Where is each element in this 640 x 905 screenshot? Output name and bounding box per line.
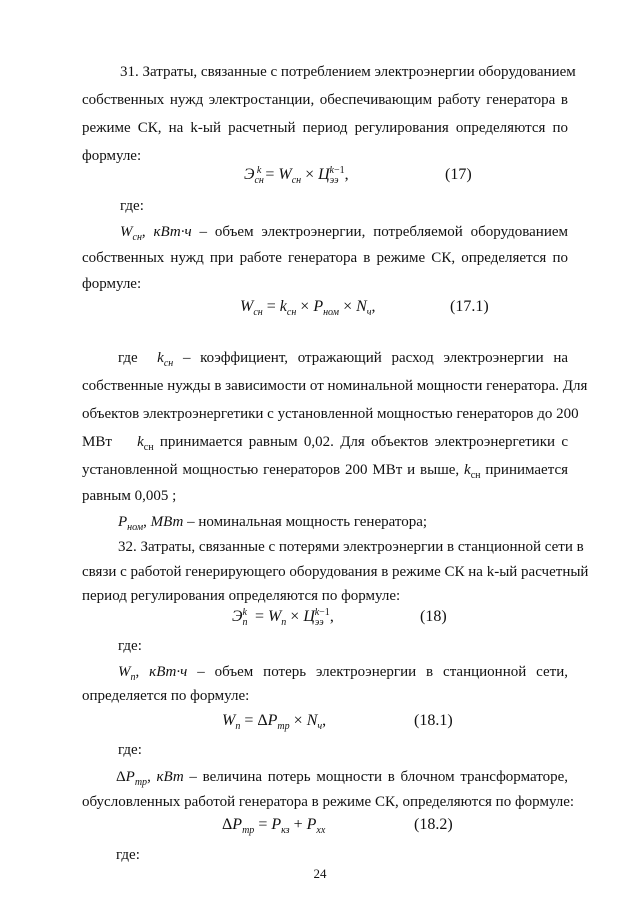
wsn-definition-line-1: $W_{сн}$, кВт·ч – объем электроэнергии, потребляемой оборудованием bbox=[120, 224, 568, 243]
paragraph-32-line-3: период регулирования определяются по формуле: bbox=[82, 588, 401, 604]
formula-17-1: $W_{сн} = k_{сн} \times P_{ном} \times N_ч$, bbox=[240, 298, 376, 319]
paragraph-31-line-2: собственных нужд электростанции, обеспечивающим работу генератора в bbox=[82, 92, 568, 108]
paragraph-31-line-4: формуле: bbox=[82, 148, 142, 164]
ksn-definition-line-1: где $k_{сн}$ – коэффициент, отражающий расход электроэнергии на bbox=[118, 350, 568, 369]
paragraph-31-line-1: 31. Затраты, связанные с потреблением электроэнергии оборудованием bbox=[120, 64, 576, 80]
pnom-definition: $P_{ном}$, МВт – номинальная мощность генератора; bbox=[118, 514, 428, 533]
where-label-2: где: bbox=[118, 638, 142, 654]
formula-18-2: $\Delta P_{тр} = P_{кз} + P_{хх}$ bbox=[222, 816, 326, 837]
dptr-definition-line-2: обусловленных работой генератора в режиме СК, определяются по формуле: bbox=[82, 794, 575, 810]
equation-number-18-1: (18.1) bbox=[414, 712, 453, 729]
equation-number-17-1: (17.1) bbox=[450, 298, 489, 315]
equation-number-18-2: (18.2) bbox=[414, 816, 453, 833]
wsn-definition-line-3: формуле: bbox=[82, 276, 142, 292]
where-label-3: где: bbox=[118, 742, 142, 758]
formula-18: $Э_п^k = W_п \times Ц_{ээ}^{k-1}$, bbox=[232, 606, 334, 629]
where-label-1: где: bbox=[120, 198, 144, 214]
ksn-definition-line-5: установленной мощностью генераторов 200 МВт и выше, $k_{сн}$ принимается bbox=[82, 462, 569, 481]
paragraph-32-line-1: 32. Затраты, связанные с потерями электроэнергии в станционной сети в bbox=[118, 539, 584, 555]
where-label-4: где: bbox=[116, 847, 140, 863]
wp-definition-line-1: $W_п$, кВт·ч – объем потерь электроэнергии в станционной сети, bbox=[118, 664, 568, 683]
paragraph-32-line-2: связи с работой генерирующего оборудования в режиме СК на k-ый расчетный bbox=[82, 564, 589, 580]
wp-definition-line-2: определяется по формуле: bbox=[82, 688, 250, 704]
formula-17: $Э_{сн}^k = W_{сн} \times Ц_{ээ}^{k-1}$, bbox=[244, 164, 349, 187]
ksn-definition-line-6: равным 0,005 ; bbox=[82, 488, 177, 504]
ksn-definition-line-3: объектов электроэнергетики с установленной мощностью генераторов до 200 bbox=[82, 406, 579, 422]
paragraph-31-line-3: режиме СК, на k-ый расчетный период регулирования определяются по bbox=[82, 120, 568, 136]
equation-number-17: (17) bbox=[445, 166, 472, 183]
formula-18-1: $W_п = \Delta P_{тр} \times N_ч$, bbox=[222, 712, 327, 733]
wsn-definition-line-2: собственных нужд при работе генератора в режиме СК, определяется по bbox=[82, 250, 568, 266]
ksn-definition-line-4: МВт $k_{сн}$ принимается равным 0,02. Для объектов электроэнергетики с bbox=[82, 434, 569, 453]
dptr-definition-line-1: $\Delta P_{тр}$, кВт – величина потерь мощности в блочном трансформаторе, bbox=[116, 769, 568, 788]
ksn-definition-line-2: собственные нужды в зависимости от номинальной мощности генератора. Для bbox=[82, 378, 588, 394]
page-number: 24 bbox=[313, 866, 327, 881]
equation-number-18: (18) bbox=[420, 608, 447, 625]
wsn-symbol: $W_{сн}$, кВт·ч bbox=[120, 224, 192, 243]
